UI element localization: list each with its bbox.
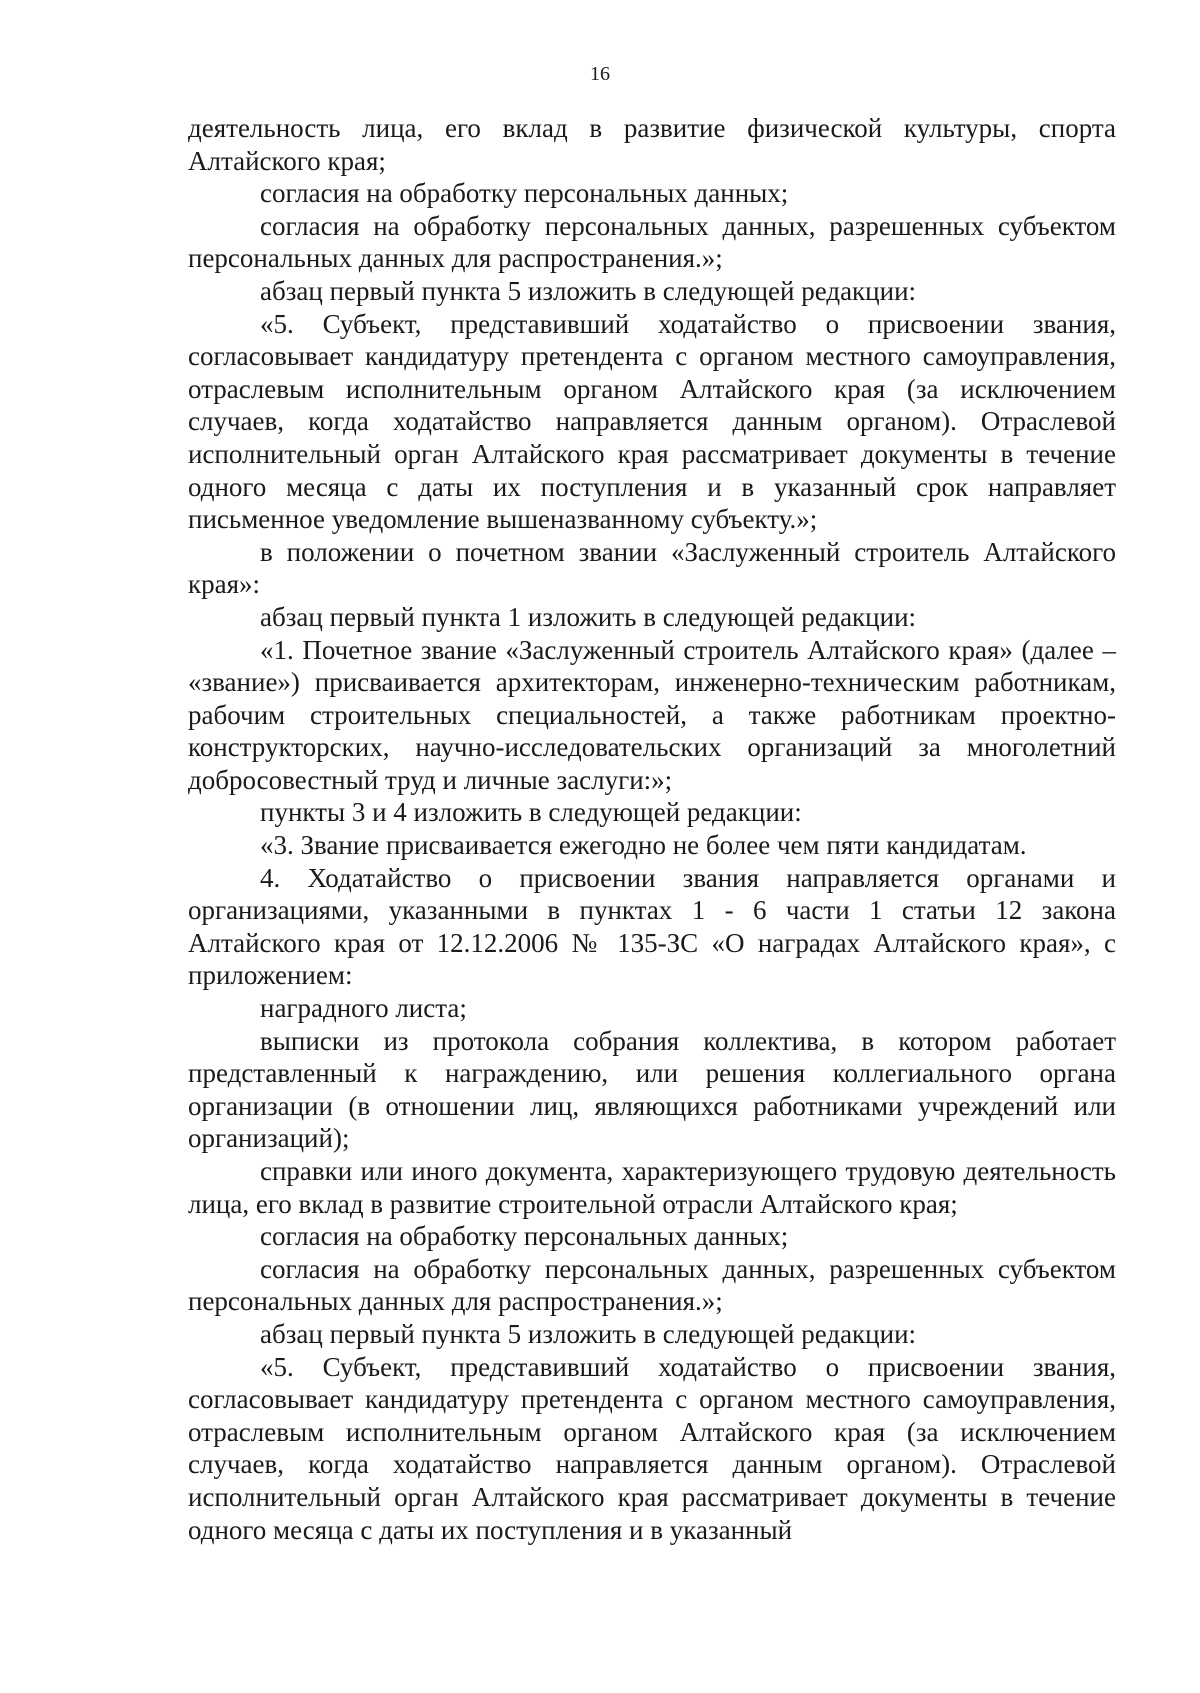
paragraph: абзац первый пункта 1 изложить в следующей редакции:	[260, 601, 917, 632]
paragraph: «5. Субъект, представивший ходатайство о присвоении звания, согласовывает кандидатуру претендента с органом местного самоуправления, отраслевым исполнительным органом Алтайского края (за исключением случаев, когда ходатайство направляется данным органом). Отраслевой исполнительный орган Алтайского края рассматривает документы в течение одного месяца с даты их поступления и в указанный	[188, 1351, 1116, 1545]
paragraph: «3. Звание присваивается ежегодно не более чем пяти кандидатам.	[260, 830, 1027, 861]
paragraph: согласия на обработку персональных данных, разрешенных субъектом персональных данных для распространения.»;	[188, 210, 1116, 274]
paragraph: справки или иного документа, характеризующего трудовую деятельность лица, его вклад в развитие строительной отрасли Алтайского края;	[188, 1156, 1116, 1219]
page-number: 16	[590, 63, 610, 85]
document-body	[188, 112, 1116, 1546]
paragraph: в положении о почетном звании «Заслуженный строитель Алтайского края»:	[188, 536, 1116, 600]
paragraph: выписки из протокола собрания коллектива, в котором работает представленный к награждению, или решения коллегиального органа организации (в отношении лиц, являющихся работниками учреждений или организаций);	[188, 1025, 1116, 1154]
paragraph: согласия на обработку персональных данных;	[260, 178, 789, 209]
paragraph: «1. Почетное звание «Заслуженный строитель Алтайского края» (далее – «звание») присваивается архитекторам, инженерно-техническим работникам, рабочим строительных специальностей, а также работникам проектно-конструкторских, научно-исследовательских организаций за многолетний добросовестный труд и личные заслуги:»;	[188, 634, 1116, 795]
paragraph: наградного листа;	[260, 993, 467, 1024]
paragraph: 4. Ходатайство о присвоении звания направляется органами и организациями, указанными в пунктах 1 - 6 части 1 статьи 12 закона Алтайского края от 12.12.2006 № 135-ЗС «О наградах Алтайского края», с приложением:	[188, 862, 1116, 991]
paragraph: деятельность лица, его вклад в развитие физической культуры, спорта Алтайского края;	[188, 113, 1116, 176]
paragraph: пункты 3 и 4 изложить в следующей редакции:	[260, 797, 802, 828]
paragraph: абзац первый пункта 5 изложить в следующей редакции:	[260, 1318, 917, 1349]
paragraph: согласия на обработку персональных данных;	[260, 1221, 789, 1252]
paragraph: «5. Субъект, представивший ходатайство о присвоении звания, согласовывает кандидатуру претендента с органом местного самоуправления, отраслевым исполнительным органом Алтайского края (за исключением случаев, когда ходатайство направляется данным органом). Отраслевой исполнительный орган Алтайского края рассматривает документы в течение одного месяца с даты их поступления и в указанный срок направляет письменное уведомление вышеназванному субъекту.»;	[188, 308, 1116, 535]
paragraph: согласия на обработку персональных данных, разрешенных субъектом персональных данных для распространения.»;	[188, 1253, 1116, 1317]
paragraph: абзац первый пункта 5 изложить в следующей редакции:	[260, 275, 917, 306]
